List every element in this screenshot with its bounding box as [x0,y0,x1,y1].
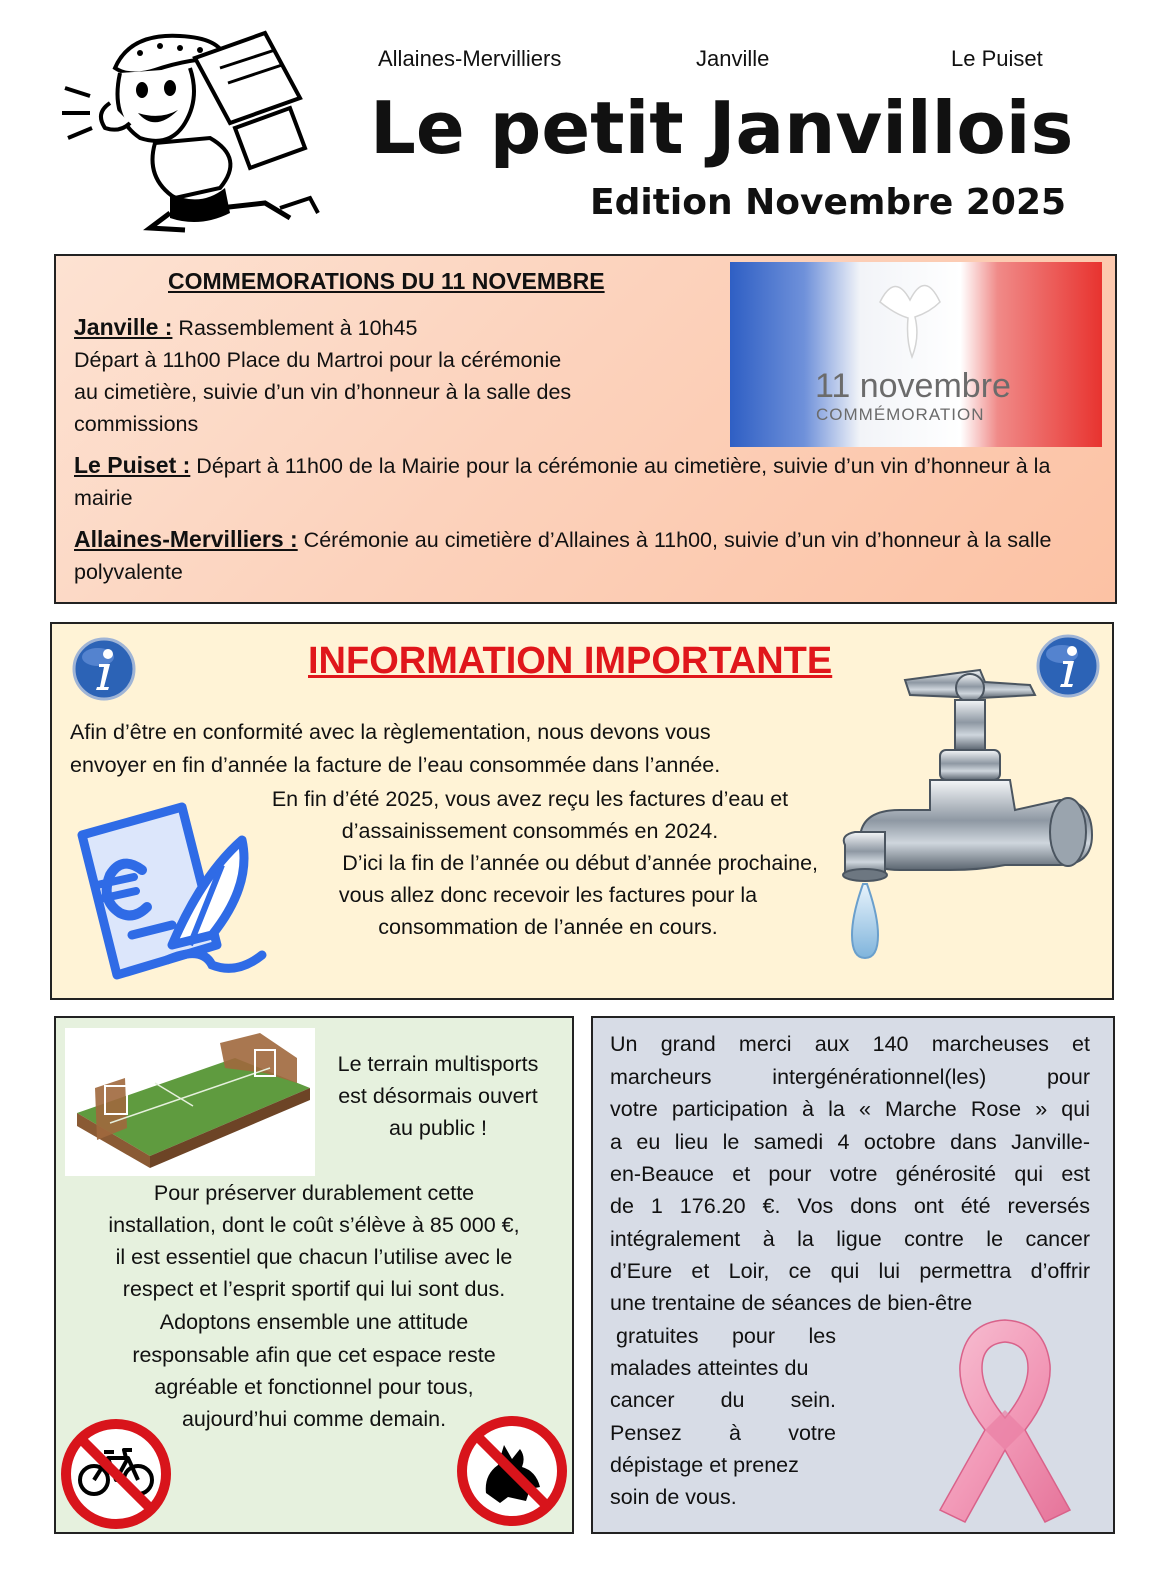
multisport-intro-line: Le terrain multisports [337,1052,539,1076]
puiset-label: Le Puiset : [74,452,191,478]
marche-rose-line: d’Eure et Loir, ce qui lui permettra d’offrir [610,1259,1090,1283]
information-line: D’ici la fin de l’année ou début d’année prochaine, [342,851,818,875]
multisport-body-line: Pour préserver durablement cette [153,1181,475,1205]
marche-rose-line: en-Beauce et pour votre générosité qui est [610,1162,1090,1186]
water-tap-icon [830,660,1100,965]
janville-text: Rassemblement à 10h45 [172,316,418,340]
janville-line: Départ à 11h00 Place du Martroi pour la cérémonie [74,348,562,372]
info-icon [72,637,136,701]
multisport-body-line: installation, dont le coût s’élève à 85 000 €, [108,1213,520,1237]
flag-caption-text: COMMÉMORATION [816,405,985,424]
pink-ribbon-icon [930,1310,1080,1530]
edition-label: Edition Novembre 2025 [590,182,1067,223]
multisport-body-line: il est essentiel que chacun l’utilise avec le [115,1245,513,1269]
invoice-euro-icon [72,795,267,990]
marche-rose-line: gratuites pour les [616,1324,836,1348]
town-name: Allaines-Mervilliers [378,46,562,71]
marche-rose-line: dépistage et prenez [610,1453,799,1477]
town-name: Le Puiset [951,46,1043,71]
allaines-paragraph [74,523,1104,588]
multisport-body-line: respect et l’esprit sportif qui lui sont dus. [122,1277,506,1301]
multisport-body-line: agréable et fonctionnel pour tous, [154,1375,474,1399]
multisport-body-line: responsable afin que cet espace reste [132,1343,496,1367]
janville-label: Janville : [74,314,173,340]
no-dog-icon [456,1415,568,1527]
marche-rose-line: malades atteintes du [610,1356,809,1380]
multisport-field-image [65,1028,315,1176]
janville-line: commissions [74,412,199,436]
information-line: vous allez donc recevoir les factures pour la [338,883,758,907]
no-bike-icon [60,1418,172,1530]
marche-rose-line: Un grand merci aux 140 marcheuses et [610,1032,1090,1056]
multisport-intro-line: au public ! [388,1116,487,1140]
janville-line: au cimetière, suivie d’un vin d’honneur à la salle des [74,380,572,404]
newsboy-mascot-icon [60,28,325,233]
information-line: d’assainissement consommés en 2024. [341,819,719,843]
marche-rose-line: Pensez à votre [610,1421,836,1445]
marche-rose-line: votre participation à la « Marche Rose » qui [610,1097,1090,1121]
town-name: Janville [696,46,770,71]
allaines-label: Allaines-Mervilliers : [74,526,298,552]
commemoration-title: COMMEMORATIONS DU 11 NOVEMBRE [168,268,605,294]
marche-rose-line: cancer du sein. [610,1388,836,1412]
puiset-text: Départ à 11h00 de la Mairie pour la cérémonie au cimetière, suivie d’un vin d’honneur à la mairie [74,454,1051,510]
information-line: Afin d’être en conformité avec la règlementation, nous devons vous [70,720,711,744]
marche-rose-line: marcheurs intergénérationnel(les) pour [610,1065,1090,1089]
information-line: consommation de l’année en cours. [378,915,718,939]
multisport-intro-line: est désormais ouvert [338,1084,538,1108]
marche-rose-line: une trentaine de séances de bien-être [610,1291,973,1315]
marche-rose-line: intégralement à la ligue contre le cancer [610,1227,1090,1251]
information-line: En fin d’été 2025, vous avez reçu les factures d’eau et [271,787,789,811]
janville-paragraph [74,311,724,440]
allaines-text: Cérémonie au cimetière d’Allaines à 11h00, suivie d’un vin d’honneur à la salle polyvalente [74,528,1052,584]
marche-rose-line: de 1 176.20 €. Vos dons ont été reversés [610,1194,1090,1218]
puiset-paragraph [74,449,1104,514]
marche-rose-line: a eu lieu le samedi 4 octobre dans Janville- [610,1130,1090,1154]
information-line: envoyer en fin d’année la facture de l’eau consommée dans l’année. [70,753,721,777]
marche-rose-line: soin de vous. [610,1485,737,1509]
newsletter-title: Le petit Janvillois [370,86,1074,170]
information-title: INFORMATION IMPORTANTE [308,640,833,682]
multisport-body-line: aujourd’hui comme demain. [181,1407,447,1431]
multisport-body-line: Adoptons ensemble une attitude [159,1310,469,1334]
flag-date-text: 11 novembre [815,367,1011,405]
